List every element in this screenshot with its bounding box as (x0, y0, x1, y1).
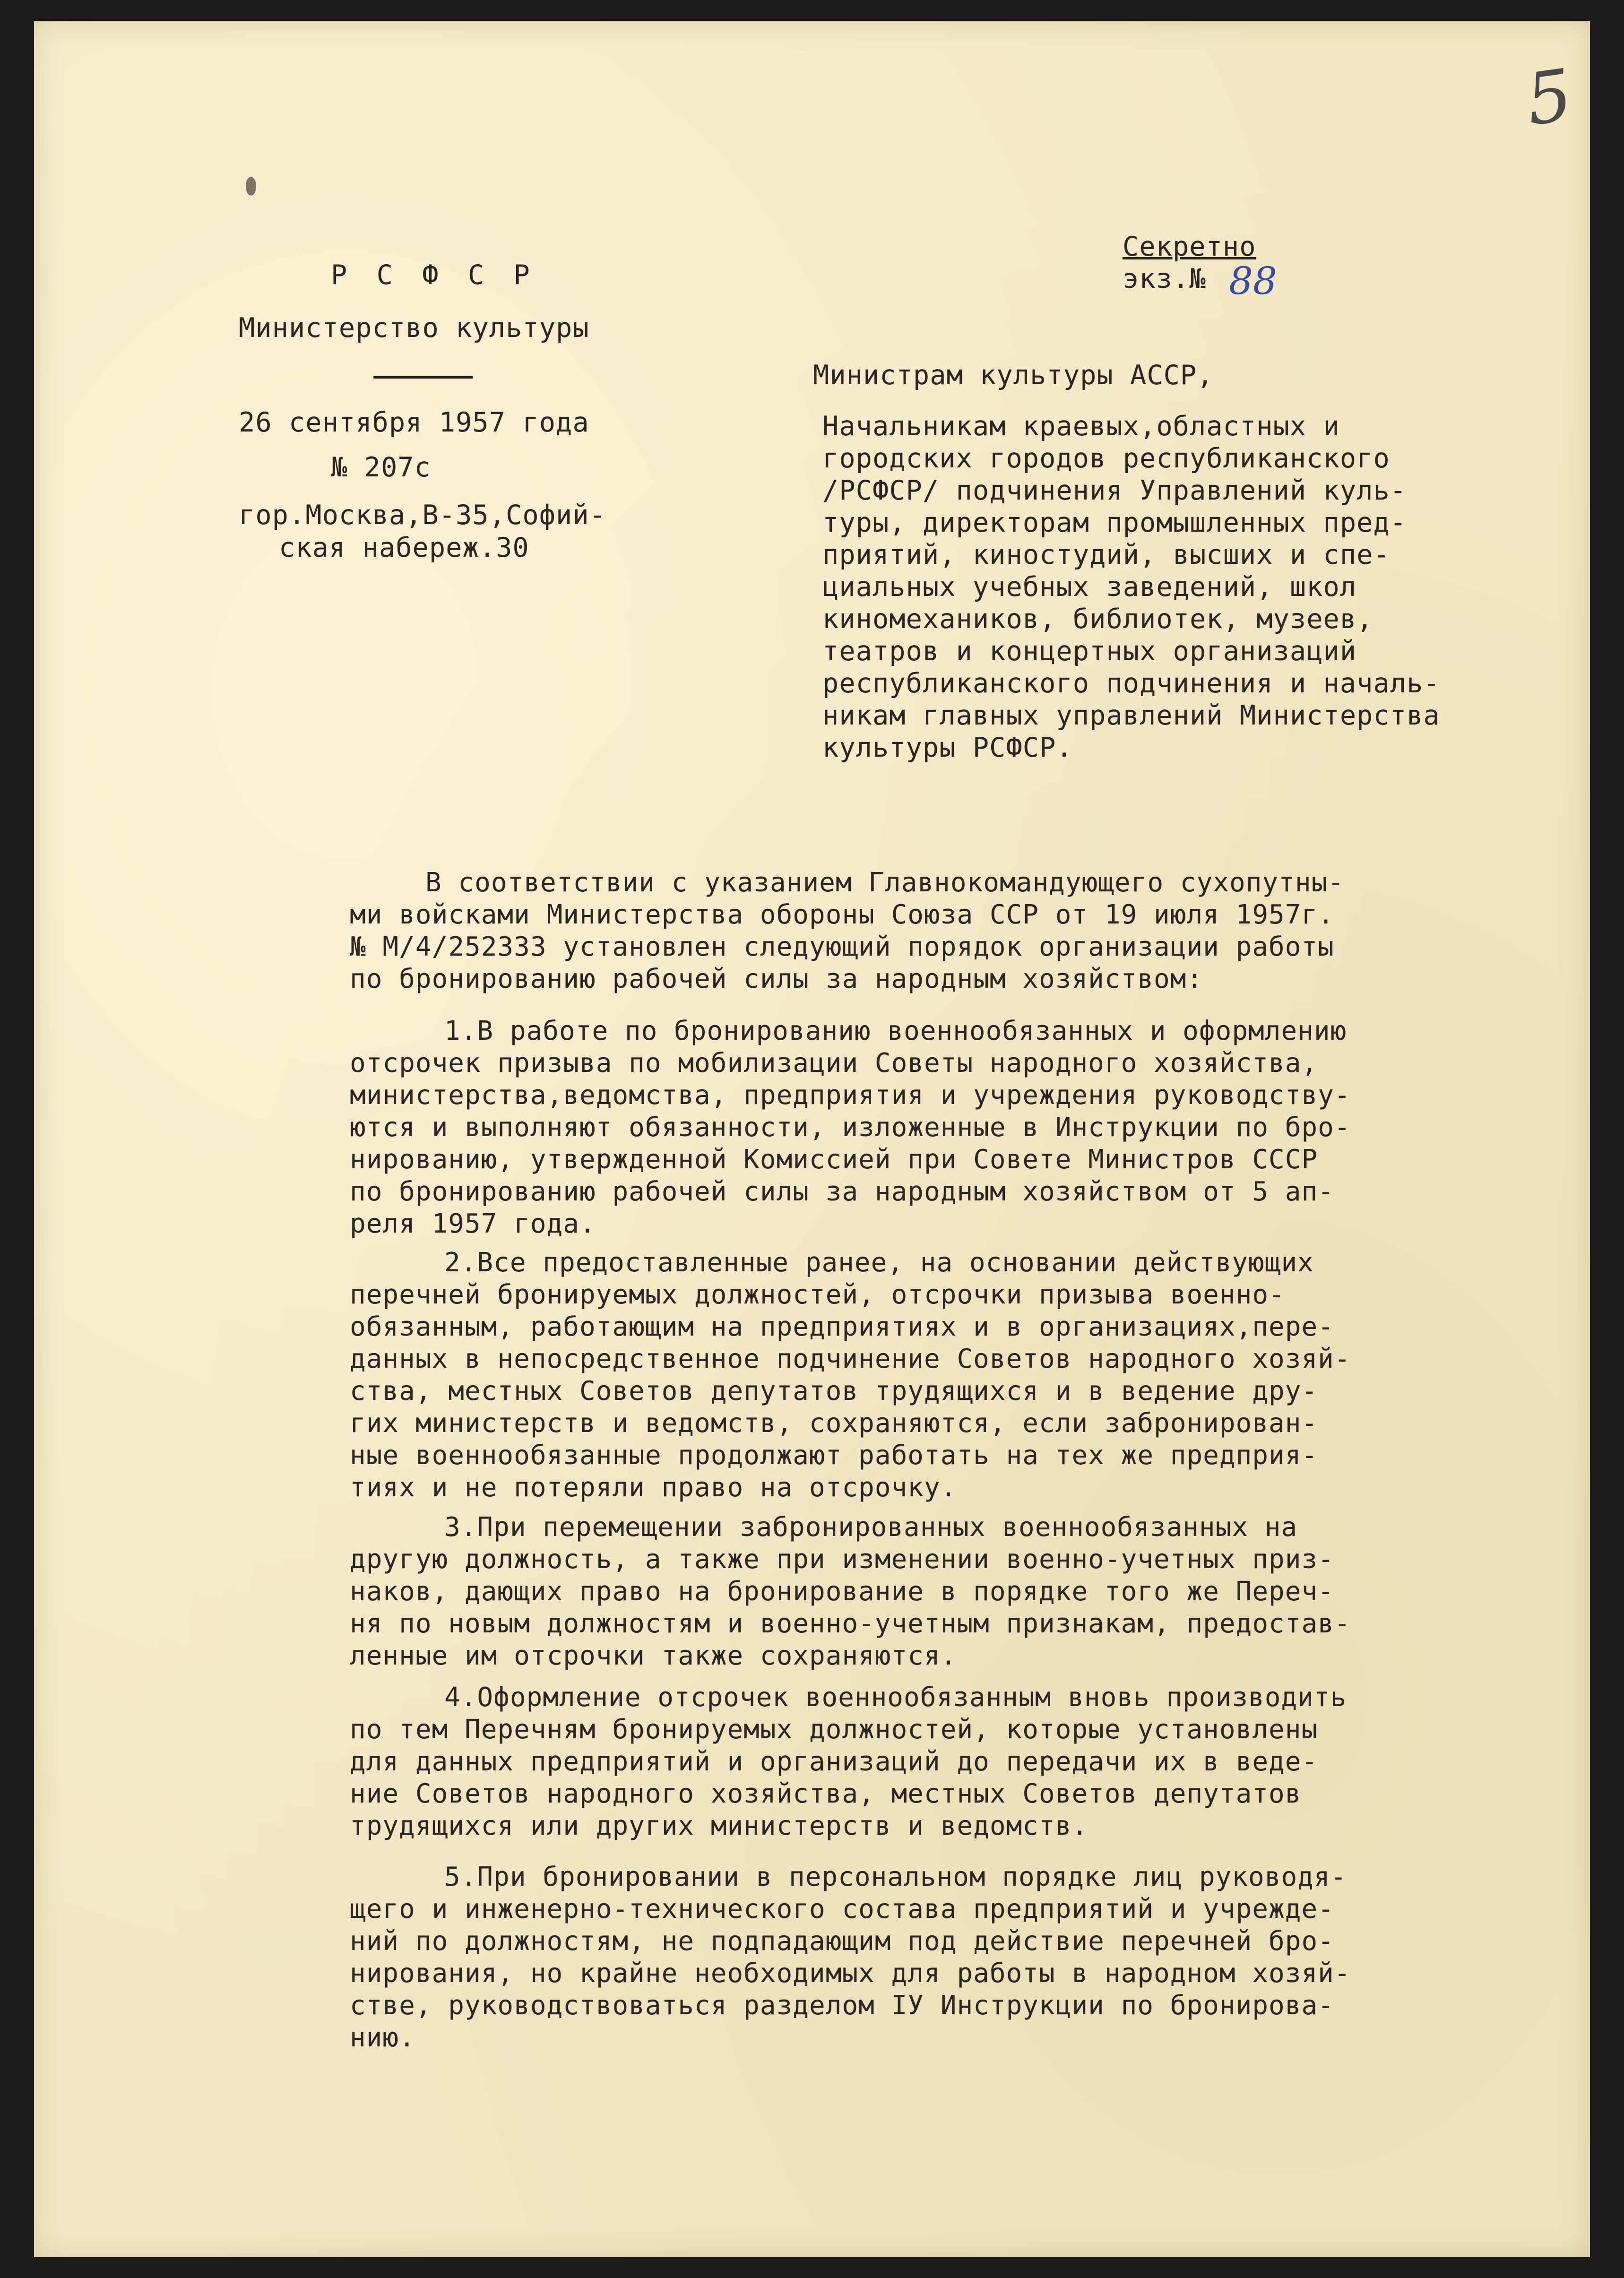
text-line: /РСФСР/ подчинения Управлений куль- (822, 475, 1407, 506)
text-line: никам главных управлений Министерства (822, 700, 1440, 731)
header-divider (373, 376, 473, 379)
text-line: приятий, киностудий, высших и спе- (822, 539, 1390, 570)
text-line: 4.Оформление отсрочек военнообязанным вновь производить (444, 1682, 1347, 1713)
text-line: по бронированию рабочей силы за народным хозяйством от 5 ап- (350, 1176, 1334, 1207)
text-line: ние Советов народного хозяйства, местных Советов депутатов (350, 1778, 1302, 1809)
text-line: ленные им отсрочки также сохраняются. (350, 1640, 957, 1671)
text-line: Начальникам краевых,областных и (822, 411, 1340, 442)
address-line-2: ская набереж.30 (279, 532, 529, 563)
text-line: наков, дающих право на бронирование в порядке того же Переч- (350, 1576, 1334, 1607)
text-line: гих министерств и ведомств, сохраняются, если забронирован- (350, 1408, 1318, 1439)
text-line: щего и инженерно-технического состава предприятий и учрежде- (350, 1894, 1334, 1924)
text-line: ные военнообязанные продолжают работать на тех же предприя- (350, 1440, 1318, 1471)
text-line: республиканского подчинения и началь- (822, 668, 1440, 699)
text-line: для данных предприятий и организаций до передачи их в веде- (350, 1746, 1318, 1777)
text-line: туры, директорам промышленных пред- (822, 507, 1407, 538)
text-line: стве, руководствоваться разделом IУ Инструкции по бронирова- (350, 1990, 1334, 2021)
text-line: по бронированию рабочей силы за народным хозяйством: (350, 964, 1203, 994)
text-line: 1.В работе по бронированию военнообязанных и оформлению (444, 1016, 1347, 1046)
text-line: нированию, утвержденной Комиссией при Совете Министров СССР (350, 1144, 1318, 1175)
punch-hole (246, 177, 256, 196)
text-line: 2.Все предоставленные ранее, на основании действующих (444, 1247, 1314, 1278)
text-line: ства, местных Советов депутатов трудящихся и в ведение дру- (350, 1376, 1318, 1406)
text-line: № М/4/252333 установлен следующий порядок организации работы (350, 932, 1334, 962)
text-line: ний по должностям, не подпадающим под действие перечней бро- (350, 1926, 1334, 1957)
document-number: № 207с (331, 452, 431, 483)
text-line: отсрочек призыва по мобилизации Советы народного хозяйства, (350, 1048, 1318, 1079)
text-line: нию. (350, 2022, 415, 2053)
text-line: 3.При перемещении забронированных военнообязанных на (444, 1512, 1298, 1543)
text-line: обязанным, работающим на предприятиях и в организациях,пере- (350, 1312, 1334, 1342)
text-line: нирования, но крайне необходимых для работы в народном хозяй- (350, 1958, 1351, 1989)
text-line: В соответствии с указанием Главнокомандующего сухопутны- (425, 867, 1345, 898)
text-line: трудящихся или других министерств и ведомств. (350, 1811, 1088, 1841)
copy-label: экз.№ (1123, 263, 1206, 294)
text-line: министерства,ведомства, предприятия и учреждения руководству- (350, 1080, 1351, 1111)
text-line: по тем Перечням бронируемых должностей, которые установлены (350, 1714, 1318, 1745)
text-line: городских городов республиканского (822, 443, 1390, 474)
text-line: ня по новым должностям и военно-учетным признакам, предостав- (350, 1608, 1351, 1639)
text-line: театров и концертных организаций (822, 636, 1357, 667)
text-line: культуры РСФСР. (822, 732, 1073, 763)
text-line: ются и выполняют обязанности, изложенные в Инструкции по бро- (350, 1112, 1351, 1143)
text-line: данных в непосредственное подчинение Советов народного хозяй- (350, 1344, 1351, 1374)
header-ministry: Министерство культуры (239, 312, 589, 344)
text-line: циальных учебных заведений, школ (822, 571, 1357, 603)
secrecy-stamp: Секретно (1123, 231, 1256, 262)
document-date: 26 сентября 1957 года (239, 407, 589, 438)
text-line: реля 1957 года. (350, 1208, 596, 1239)
text-line: киномехаников, библиотек, музеев, (822, 604, 1373, 635)
handwritten-page-number: 5 (1521, 54, 1578, 142)
text-line: тиях и не потеряли право на отсрочку. (350, 1472, 957, 1503)
text-line: перечней бронируемых должностей, отсрочки призыва военно- (350, 1279, 1285, 1310)
copy-number-handwritten: 88 (1229, 259, 1277, 303)
text-line: другую должность, а также при изменении военно-учетных приз- (350, 1544, 1334, 1575)
header-country: Р С Ф С Р (331, 259, 536, 291)
text-line: ми войсками Министерства обороны Союза ССР от 19 июля 1957г. (350, 899, 1334, 930)
text-line: 5.При бронировании в персональном порядке лиц руководя- (444, 1862, 1347, 1892)
addressee-line-1: Министрам культуры АССР, (813, 360, 1214, 391)
address-line-1: гор.Москва,В-35,Софий- (239, 500, 606, 531)
